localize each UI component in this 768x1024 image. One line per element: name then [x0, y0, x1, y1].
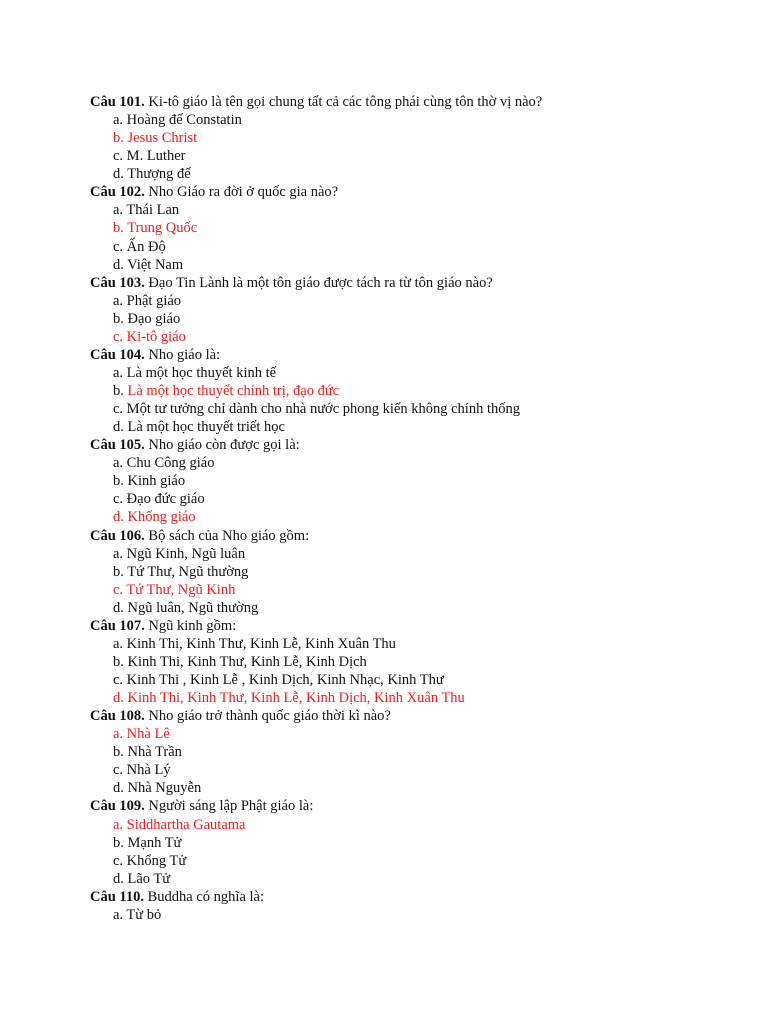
option-109-d: d. Lão Tử	[113, 870, 171, 887]
option-correct-text: Là một học thuyết chính trị, đạo đức	[127, 383, 340, 399]
option-109-a-correct: a. Siddhartha Gautama	[113, 816, 246, 833]
option-102-c: c. Ấn Độ	[113, 238, 166, 255]
option-109-b: b. Mạnh Tử	[113, 834, 182, 851]
option-103-a: a. Phật giáo	[113, 292, 182, 309]
question-text: Bộ sách của Nho giáo gồm:	[144, 527, 310, 544]
question-number: Câu 107.	[90, 617, 145, 634]
question-number: Câu 109.	[90, 798, 145, 815]
option-101-d: d. Thượng đế	[113, 166, 191, 183]
question-text: Người sáng lập Phật giáo là:	[144, 798, 314, 815]
question-103	[90, 274, 730, 292]
option-110-a: a. Từ bỏ	[113, 906, 162, 923]
option-105-c: c. Đạo đức giáo	[113, 491, 205, 508]
option-102-d: d. Việt Nam	[113, 256, 184, 273]
option-102-a: a. Thái Lan	[113, 202, 180, 219]
option-103-b: b. Đạo giáo	[113, 310, 181, 327]
question-number: Câu 103.	[90, 274, 145, 291]
option-107-b: b. Kinh Thi, Kinh Thư, Kinh Lễ, Kinh Dịch	[113, 653, 367, 670]
question-text: Nho giáo là:	[144, 346, 221, 363]
question-number: Câu 102.	[90, 184, 145, 201]
option-101-c: c. M. Luther	[113, 148, 186, 165]
option-101-b-correct: b. Jesus Christ	[113, 130, 198, 147]
question-104	[90, 346, 730, 364]
question-text: Đạo Tin Lành là một tôn giáo được tách ra từ tôn giáo nào?	[144, 274, 493, 291]
question-number: Câu 105.	[90, 437, 145, 454]
option-104-d: d. Là một học thuyết triết học	[113, 419, 285, 436]
option-106-d: d. Ngũ luân, Ngũ thường	[113, 599, 259, 616]
question-text: Nho Giáo ra đời ở quốc gia nào?	[144, 184, 339, 201]
option-108-c: c. Nhà Lý	[113, 762, 171, 779]
option-104-a: a. Là một học thuyết kinh tế	[113, 364, 277, 381]
option-101-a: a. Hoàng đế Constatin	[113, 112, 242, 129]
question-number: Câu 108.	[90, 708, 145, 725]
quiz-document	[90, 93, 730, 924]
question-110	[90, 888, 730, 906]
question-107	[90, 617, 730, 635]
question-text: Ki-tô giáo là tên gọi chung tất cả các tông phái cùng tôn thờ vị nào?	[144, 94, 543, 110]
option-107-c: c. Kinh Thi , Kinh Lễ , Kinh Dịch, Kinh Nhạc, Kinh Thư	[113, 672, 444, 688]
question-text: Ngũ kinh gồm:	[144, 617, 237, 634]
option-prefix: b.	[113, 383, 128, 399]
option-104-c: c. Một tư tưởng chỉ dành cho nhà nước phong kiến không chính thống	[113, 401, 520, 418]
option-108-d: d. Nhà Nguyễn	[113, 780, 202, 797]
question-101	[90, 93, 730, 111]
option-105-a: a. Chu Công giáo	[113, 455, 215, 472]
option-103-c-correct: c. Ki-tô giáo	[113, 328, 186, 345]
question-number: Câu 101.	[90, 94, 145, 110]
question-text: Nho giáo còn được gọi là:	[144, 437, 300, 454]
option-104-b-correct	[90, 382, 730, 400]
question-text: Nho giáo trở thành quốc giáo thời kì nào?	[144, 708, 391, 725]
question-number: Câu 106.	[90, 527, 145, 544]
question-109	[90, 797, 730, 815]
option-105-b: b. Kinh giáo	[113, 473, 186, 490]
question-number: Câu 104.	[90, 346, 145, 363]
question-text: Buddha có nghĩa là:	[144, 888, 265, 905]
question-106	[90, 527, 730, 545]
option-107-a: a. Kinh Thi, Kinh Thư, Kinh Lễ, Kinh Xuân Thu	[113, 635, 396, 652]
option-102-b-correct: b. Trung Quốc	[113, 220, 198, 237]
option-109-c: c. Khổng Tử	[113, 852, 187, 869]
option-105-d-correct: d. Khổng giáo	[113, 509, 196, 526]
option-107-d-correct: d. Kinh Thi, Kinh Thư, Kinh Lễ, Kinh Dịch, Kinh Xuân Thu	[113, 690, 465, 707]
question-105	[90, 436, 730, 454]
option-106-a: a. Ngũ Kinh, Ngũ luân	[113, 545, 246, 562]
option-106-b: b. Tứ Thư, Ngũ thường	[113, 563, 249, 580]
option-108-b: b. Nhà Trần	[113, 744, 182, 761]
question-102	[90, 183, 730, 201]
question-108	[90, 707, 730, 725]
option-106-c-correct: c. Tứ Thư, Ngũ Kinh	[113, 581, 236, 598]
question-number: Câu 110.	[90, 888, 144, 905]
option-108-a-correct: a. Nhà Lê	[113, 726, 170, 743]
